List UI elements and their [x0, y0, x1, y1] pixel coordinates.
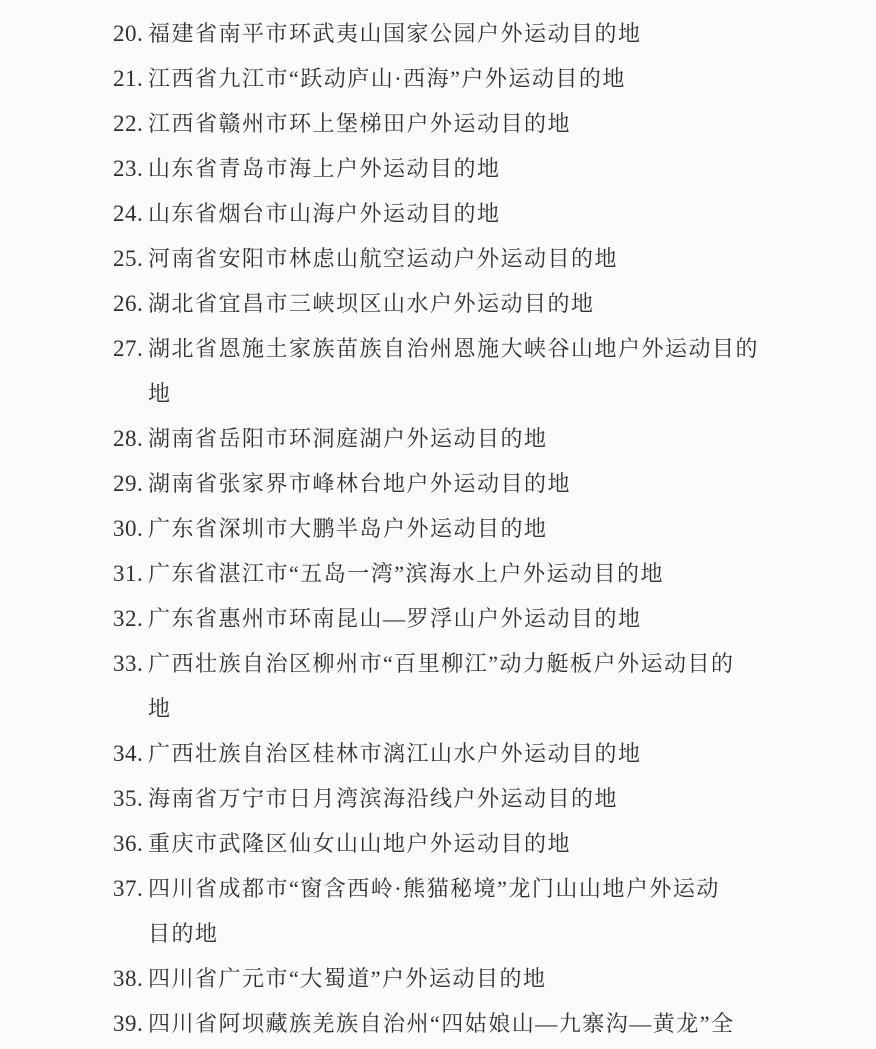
list-item — [113, 1001, 813, 1046]
item-line: 湖南省张家界市峰林台地户外运动目的地 — [148, 471, 572, 496]
item-text — [148, 146, 813, 191]
item-line: 江西省九江市“跃动庐山·西海”户外运动目的地 — [148, 66, 626, 91]
item-line-continuation: 目的地 — [148, 921, 219, 946]
item-number: 31. — [113, 561, 144, 586]
item-text — [148, 461, 813, 506]
item-number: 33. — [113, 651, 144, 676]
item-number: 25. — [113, 246, 144, 271]
item-line: 四川省广元市“大蜀道”户外运动目的地 — [148, 966, 547, 991]
list-item — [113, 326, 813, 416]
item-line: 河南省安阳市林虑山航空运动户外运动目的地 — [148, 246, 619, 271]
item-number: 27. — [113, 336, 144, 361]
item-text — [148, 596, 813, 641]
list-item — [113, 11, 813, 56]
item-text — [148, 191, 813, 236]
list-item — [113, 101, 813, 146]
item-text — [148, 281, 813, 326]
item-number: 36. — [113, 831, 144, 856]
list-item — [113, 191, 813, 236]
item-line: 广东省惠州市环南昆山—罗浮山户外运动目的地 — [148, 606, 642, 631]
item-text — [148, 236, 813, 281]
list-item — [113, 146, 813, 191]
list-item — [113, 776, 813, 821]
item-number: 30. — [113, 516, 144, 541]
item-text — [148, 56, 813, 101]
item-number: 22. — [113, 111, 144, 136]
item-line: 广东省深圳市大鹏半岛户外运动目的地 — [148, 516, 548, 541]
item-number: 26. — [113, 291, 144, 316]
item-line: 湖南省岳阳市环洞庭湖户外运动目的地 — [148, 426, 548, 451]
list-item — [113, 956, 813, 1001]
item-number: 21. — [113, 66, 144, 91]
item-number: 28. — [113, 426, 144, 451]
item-number: 34. — [113, 741, 144, 766]
item-line: 四川省成都市“窗含西岭·熊猫秘境”龙门山山地户外运动 — [148, 876, 720, 901]
list-item — [113, 731, 813, 776]
item-text — [148, 1001, 813, 1046]
item-text — [148, 956, 813, 1001]
item-text — [148, 416, 813, 461]
item-text — [148, 551, 813, 596]
item-line: 广东省湛江市“五岛一湾”滨海水上户外运动目的地 — [148, 561, 665, 586]
list-item — [113, 641, 813, 731]
item-line: 四川省阿坝藏族羌族自治州“四姑娘山—九寨沟—黄龙”全 — [148, 1011, 735, 1036]
list-item — [113, 506, 813, 551]
item-number: 35. — [113, 786, 144, 811]
item-line: 广西壮族自治区桂林市漓江山水户外运动目的地 — [148, 741, 642, 766]
item-line: 山东省青岛市海上户外运动目的地 — [148, 156, 501, 181]
item-number: 20. — [113, 21, 144, 46]
item-text — [148, 821, 813, 866]
item-line-continuation: 地 — [148, 381, 172, 406]
item-number: 29. — [113, 471, 144, 496]
item-line: 江西省赣州市环上堡梯田户外运动目的地 — [148, 111, 572, 136]
item-line: 福建省南平市环武夷山国家公园户外运动目的地 — [148, 21, 642, 46]
item-text — [148, 731, 813, 776]
item-line-continuation: 地 — [148, 696, 172, 721]
list-item — [113, 416, 813, 461]
item-text — [148, 11, 813, 56]
item-text — [148, 641, 813, 731]
item-text — [148, 506, 813, 551]
list-item — [113, 281, 813, 326]
item-line: 湖北省恩施土家族苗族自治州恩施大峡谷山地户外运动目的 — [148, 336, 760, 361]
item-text — [148, 101, 813, 146]
item-number: 24. — [113, 201, 144, 226]
item-number: 23. — [113, 156, 144, 181]
list-item — [113, 461, 813, 506]
item-text — [148, 326, 813, 416]
item-line: 湖北省宜昌市三峡坝区山水户外运动目的地 — [148, 291, 595, 316]
item-number: 37. — [113, 876, 144, 901]
destination-list — [113, 11, 813, 1046]
list-item — [113, 551, 813, 596]
item-number: 38. — [113, 966, 144, 991]
list-item — [113, 236, 813, 281]
item-line: 广西壮族自治区柳州市“百里柳江”动力艇板户外运动目的 — [148, 651, 735, 676]
list-item — [113, 56, 813, 101]
item-text — [148, 866, 813, 956]
list-item — [113, 821, 813, 866]
item-line: 重庆市武隆区仙女山山地户外运动目的地 — [148, 831, 572, 856]
item-text — [148, 776, 813, 821]
item-number: 39. — [113, 1011, 144, 1036]
item-number: 32. — [113, 606, 144, 631]
item-line: 海南省万宁市日月湾滨海沿线户外运动目的地 — [148, 786, 619, 811]
list-item — [113, 866, 813, 956]
list-item — [113, 596, 813, 641]
item-line: 山东省烟台市山海户外运动目的地 — [148, 201, 501, 226]
